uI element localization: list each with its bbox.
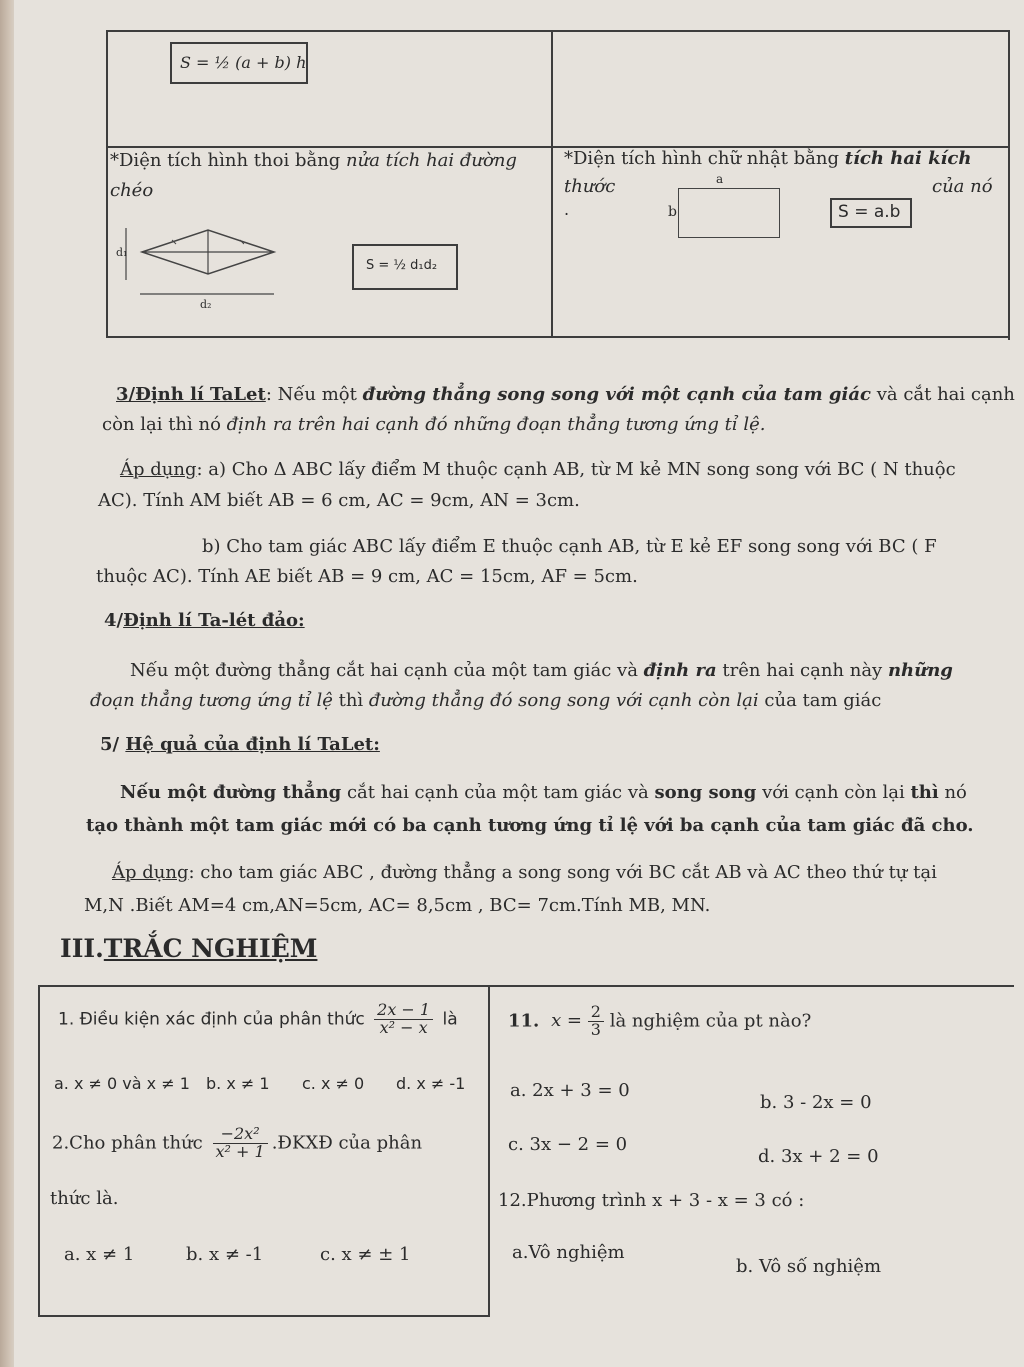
- sec3-apply-label: Áp dụng: [120, 459, 197, 480]
- sec5-line2: tạo thành một tam giác mới có ba cạnh tương ứng tỉ lệ với ba cạnh của tam giác đã cho.: [86, 815, 974, 836]
- trapezoid-formula-box: [170, 42, 308, 84]
- rhombus-formula-box: [352, 244, 458, 290]
- q2-option-a: a. x ≠ 1: [64, 1244, 135, 1265]
- q11-option-a: a. 2x + 3 = 0: [510, 1080, 630, 1101]
- q12-question: 12.Phương trình x + 3 - x = 3 có :: [498, 1190, 805, 1211]
- rect-text-2: tích hai kích: [844, 148, 972, 169]
- rhombus-text-1: *Diện tích hình thoi bằng: [110, 150, 341, 171]
- q12-option-b: b. Vô số nghiệm: [736, 1256, 882, 1277]
- trapezoid-formula: S = ½ (a + b) h: [180, 53, 307, 72]
- label-d2: d₂: [200, 298, 212, 311]
- q1-option-a: a. x ≠ 0 và x ≠ 1: [54, 1074, 190, 1093]
- sec3-apply-a-line2: AC). Tính AM biết AB = 6 cm, AC = 9cm, AN = 3cm.: [98, 490, 580, 511]
- q11-option-b: b. 3 - 2x = 0: [760, 1092, 872, 1113]
- q2-fraction-numerator: −2x²: [213, 1126, 268, 1144]
- sec5-apply-line2: M,N .Biết AM=4 cm,AN=5cm, AC= 8,5cm , BC= 7cm.Tính MB, MN.: [84, 895, 711, 916]
- q1-fraction-denominator: x² − x: [379, 1017, 428, 1037]
- sec3-title: 3/Định lí TaLet: [116, 384, 266, 405]
- sec4-line2: đoạn thẳng tương ứng tỉ lệ thì đường thẳng đó song song với cạnh còn lại của tam giác: [90, 690, 882, 711]
- q1-option-b: b. x ≠ 1: [206, 1074, 270, 1093]
- q2-question: 2.Cho phân thức $\frac{\text{−2x²}}{\text{x² + 1}}$ .ĐKXĐ của phân: [52, 1124, 423, 1161]
- q2-fraction-denominator: x² + 1: [215, 1141, 265, 1161]
- document-page: [14, 0, 1024, 1367]
- rect-text-3: thước: [564, 176, 616, 197]
- label-d1: d₁: [116, 246, 128, 259]
- q1-fraction-numerator: 2x − 1: [374, 1002, 433, 1020]
- rhombus-formula: S = ½ d₁d₂: [366, 258, 438, 273]
- sec5-apply-label: Áp dụng: [112, 862, 189, 883]
- dot-mark: .: [564, 200, 570, 219]
- q11-fraction-denominator: 3: [590, 1019, 601, 1039]
- sec4-heading: 4/Định lí Ta-lét đảo:: [104, 610, 305, 631]
- sec3-line2: còn lại thì nó định ra trên hai cạnh đó những đoạn thẳng tương ứng tỉ lệ.: [102, 414, 766, 435]
- q11-option-d: d. 3x + 2 = 0: [758, 1146, 879, 1167]
- rhombus-text-2: nửa tích hai đường: [346, 150, 517, 171]
- sec4-title: Định lí Ta-lét đảo:: [123, 610, 305, 631]
- rect-text-4: của nó: [932, 176, 993, 197]
- sec4-line1: Nếu một đường thẳng cắt hai cạnh của một tam giác và định ra trên hai cạnh này những: [130, 660, 953, 681]
- rectangle-area-text: [564, 148, 971, 169]
- rectangle-formula: S = a.b: [838, 202, 901, 222]
- q11-fraction-numerator: 2: [588, 1004, 604, 1022]
- q2-line2: thức là.: [50, 1188, 119, 1209]
- q12-option-a: a.Vô nghiệm: [512, 1242, 625, 1263]
- sec5-heading: 5/ Hệ quả của định lí TaLet:: [100, 734, 380, 755]
- sec3-apply-b-line2: thuộc AC). Tính AE biết AB = 9 cm, AC = 15cm, AF = 5cm.: [96, 566, 638, 587]
- sec5-title: Hệ quả của định lí TaLet:: [125, 734, 380, 755]
- rhombus-text-3: chéo: [110, 180, 154, 201]
- sec3-apply-a-line1: Áp dụng: a) Cho Δ ABC lấy điểm M thuộc cạnh AB, từ M kẻ MN song song với BC ( N thuộc: [120, 459, 956, 480]
- q1-question: 1. Điều kiện xác định của phân thức $\frac{2x - 1}{\text{x² − x}}$ là: [58, 1000, 458, 1037]
- rhombus-area-text: [110, 150, 517, 171]
- label-a: a: [716, 172, 724, 186]
- sec5-line1: Nếu một đường thẳng cắt hai cạnh của một tam giác và song song với cạnh còn lại thì nó: [120, 782, 967, 803]
- section-iii-title: TRẮC NGHIỆM: [103, 934, 318, 963]
- rectangle-shape: [678, 188, 780, 238]
- q11-option-c: c. 3x − 2 = 0: [508, 1134, 628, 1155]
- q1-option-d: d. x ≠ -1: [396, 1074, 466, 1093]
- label-b: b: [668, 204, 677, 220]
- q11-question: 11. x = $\frac{2}{3}$ là nghiệm của pt nào?: [508, 1002, 812, 1039]
- q2-option-b: b. x ≠ -1: [186, 1244, 264, 1265]
- rect-text-1: *Diện tích hình chữ nhật bằng: [564, 148, 840, 169]
- sec3-line1: 3/Định lí TaLet: Nếu một đường thẳng song song với một cạnh của tam giác và cắt hai cạnh: [116, 384, 1015, 405]
- rectangle-formula-box: [830, 198, 912, 228]
- q1-option-c: c. x ≠ 0: [302, 1074, 365, 1093]
- sec3-apply-b-line1: b) Cho tam giác ABC lấy điểm E thuộc cạnh AB, từ E kẻ EF song song với BC ( F: [202, 536, 937, 557]
- section-iii-heading: III.TRẮC NGHIỆM: [60, 934, 318, 963]
- sec5-apply-line1: Áp dụng: cho tam giác ABC , đường thẳng a song song với BC cắt AB và AC theo thứ tự tại: [112, 862, 937, 883]
- q2-option-c: c. x ≠ ± 1: [320, 1244, 411, 1265]
